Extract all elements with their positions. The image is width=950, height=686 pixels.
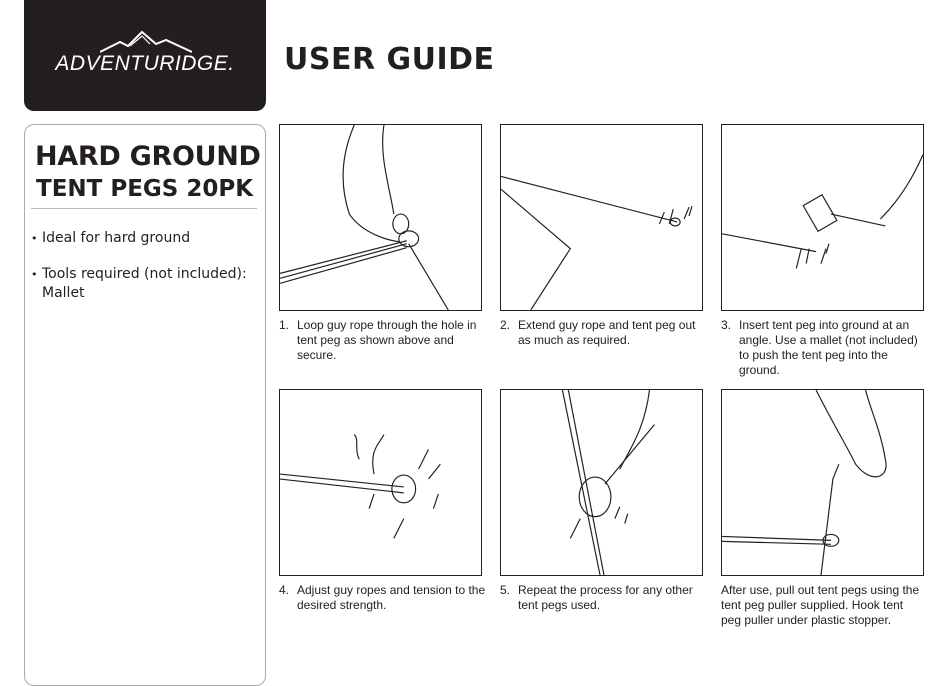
feature-item: • Ideal for hard ground [31,229,262,248]
step-number: 4. [279,583,290,597]
product-title: HARD GROUND [35,141,261,172]
product-subtitle: TENT PEGS 20PK [36,176,254,202]
step-4-caption [279,583,489,613]
brand-logo [24,0,266,111]
step-1-illustration [279,124,482,311]
divider [31,208,257,209]
step-text: After use, pull out tent pegs using the tent peg puller supplied. Hook tent peg puller under plastic stopper. [721,583,920,627]
step-text: Repeat the process for any other tent pegs used. [518,583,693,612]
page-title: USER GUIDE [284,42,495,77]
step-text: Insert tent peg into ground at an angle. Use a mallet (not included) to push the tent peg into the ground. [739,318,918,377]
step-text: Extend guy rope and tent peg out as much as required. [518,318,696,347]
step-6-caption [721,583,926,628]
step-text: Loop guy rope through the hole in tent peg as shown above and secure. [297,318,477,362]
mountain-icon [100,30,192,54]
step-2-illustration [500,124,703,311]
step-1-caption [279,318,489,363]
step-6-illustration [721,389,924,576]
step-3-caption [721,318,931,378]
step-number: 3. [721,318,732,332]
step-5-caption [500,583,710,613]
step-number: 2. [500,318,511,332]
step-4-illustration [279,389,482,576]
product-panel [24,124,266,686]
step-text: Adjust guy ropes and tension to the desired strength. [297,583,486,612]
step-2-caption [500,318,710,348]
step-number: 5. [500,583,511,597]
step-number: 1. [279,318,290,332]
brand-name: ADVENTURIDGE. [55,52,235,75]
step-3-illustration [721,124,924,311]
feature-item: • Tools required (not included): Mallet [31,265,262,303]
step-5-illustration [500,389,703,576]
